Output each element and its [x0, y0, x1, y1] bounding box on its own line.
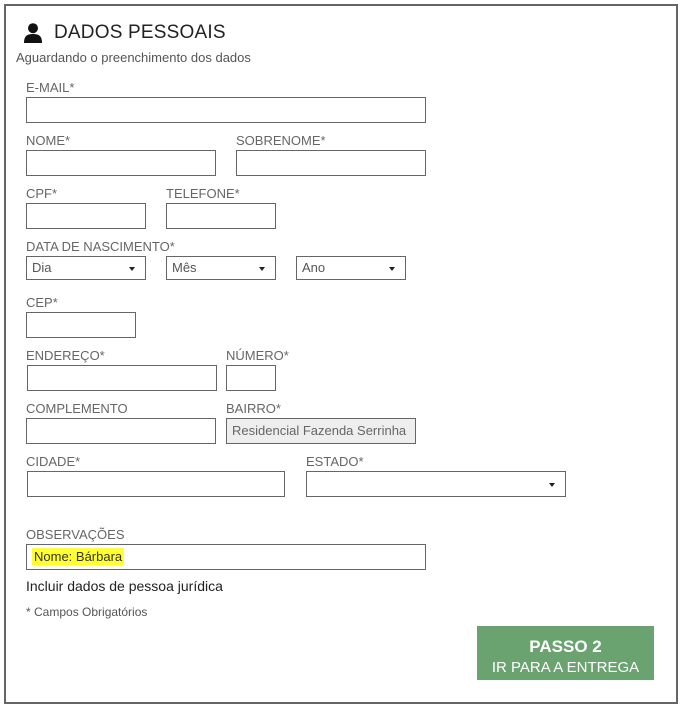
- email-label: E-MAIL*: [26, 80, 75, 95]
- cpf-label: CPF*: [26, 186, 58, 201]
- birth-day-value: Dia: [32, 260, 52, 275]
- telefone-label: TELEFONE*: [166, 186, 240, 201]
- email-field[interactable]: [26, 97, 426, 123]
- birth-day-select[interactable]: [26, 256, 146, 280]
- nome-field[interactable]: [26, 150, 216, 176]
- chevron-down-icon: [259, 267, 265, 271]
- bairro-label: BAIRRO*: [226, 401, 281, 416]
- birth-year-value: Ano: [302, 260, 326, 275]
- estado-label: ESTADO*: [306, 454, 364, 469]
- numero-field[interactable]: [226, 365, 276, 391]
- next-step-line1: PASSO 2: [529, 637, 602, 656]
- observacoes-label: OBSERVAÇÕES: [26, 527, 125, 542]
- chevron-down-icon: [129, 267, 135, 271]
- birth-year-select[interactable]: [296, 256, 406, 280]
- cep-label: CEP*: [26, 295, 58, 310]
- section-subtitle: Aguardando o preenchimento dos dados: [16, 50, 251, 65]
- section-title: DADOS PESSOAIS: [54, 22, 226, 43]
- birth-month-select[interactable]: [166, 256, 276, 280]
- endereco-label: ENDEREÇO*: [26, 348, 105, 363]
- chevron-down-icon: [549, 483, 555, 487]
- numero-label: NÚMERO*: [226, 348, 289, 363]
- user-icon: [24, 23, 42, 43]
- pessoa-juridica-link[interactable]: Incluir dados de pessoa jurídica: [26, 578, 223, 594]
- nome-label: NOME*: [26, 133, 71, 148]
- endereco-field[interactable]: [27, 365, 217, 391]
- observacoes-field[interactable]: [26, 544, 426, 570]
- cep-field[interactable]: [26, 312, 136, 338]
- required-note: * Campos Obrigatórios: [26, 605, 148, 619]
- next-step-line2: IR PARA A ENTREGA: [491, 659, 640, 676]
- cidade-field[interactable]: [27, 471, 285, 497]
- telefone-field[interactable]: [166, 203, 276, 229]
- estado-select[interactable]: [306, 471, 566, 497]
- observacoes-value: Nome: Bárbara: [34, 549, 123, 564]
- complemento-field[interactable]: [26, 418, 216, 444]
- cpf-field[interactable]: [26, 203, 146, 229]
- chevron-down-icon: [389, 267, 395, 271]
- next-step-button[interactable]: [477, 626, 654, 680]
- cidade-label: CIDADE*: [26, 454, 81, 469]
- sobrenome-label: SOBRENOME*: [236, 133, 326, 148]
- birth-month-value: Mês: [172, 260, 197, 275]
- birthdate-label: DATA DE NASCIMENTO*: [26, 239, 175, 254]
- section-header: [24, 22, 226, 44]
- bairro-field: Residencial Fazenda Serrinha: [226, 418, 416, 444]
- complemento-label: COMPLEMENTO: [26, 401, 128, 416]
- sobrenome-field[interactable]: [236, 150, 426, 176]
- personal-data-panel: [4, 4, 678, 704]
